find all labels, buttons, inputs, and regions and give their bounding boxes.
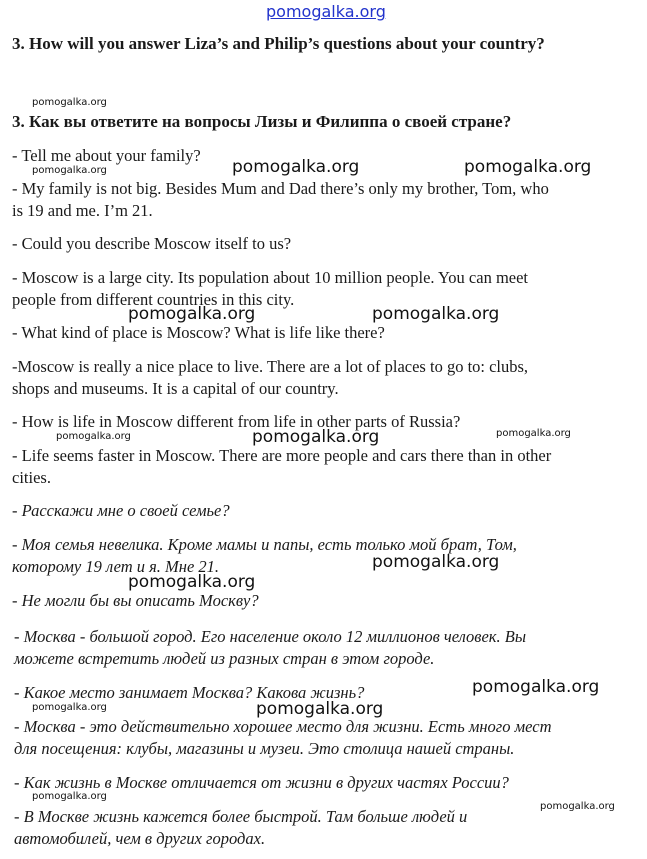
question-describe-moscow: - Could you describe Moscow itself to us? [12,234,292,253]
heading-russian: 3. Как вы ответите на вопросы Лизы и Филиппа о своей стране? [12,112,512,131]
heading-english: 3. How will you answer Liza’s and Philip’s questions about your country? [12,34,545,53]
ru-answer-life-line1: - В Москве жизнь кажется более быстрой. Там больше людей и [14,807,468,826]
ru-answer-family-line2: которому 19 лет и я. Мне 21. [12,557,220,576]
ru-answer-place-line1: - Москва - это действительно хорошее место для жизни. Есть много мест [14,717,552,736]
answer-place-line2: shops and museums. It is a capital of our country. [12,379,339,398]
ru-answer-moscow-line1: - Москва - большой город. Его население около 12 миллионов человек. Вы [14,627,526,646]
watermark: pomogalka.org [128,304,256,324]
answer-place-line1: -Moscow is really a nice place to live. There are a lot of places to go to: clubs, [12,357,529,376]
ru-answer-family-line1: - Моя семья невелика. Кроме мамы и папы, есть только мой брат, Том, [12,535,517,554]
watermark: pomogalka.org [32,97,107,108]
question-life-different: - How is life in Moscow different from life in other parts of Russia? [12,412,461,431]
watermark: pomogalka.org [496,428,571,439]
watermark: pomogalka.org [32,791,107,802]
watermark: pomogalka.org [32,702,107,713]
answer-life-line1: - Life seems faster in Moscow. There are more people and cars there than in other [12,446,552,465]
watermark: pomogalka.org [32,165,107,176]
ru-answer-place-line2: для посещения: клубы, магазины и музеи. Это столица нашей страны. [14,739,515,758]
ru-question-kind-of-place: - Какое место занимает Москва? Какова жизнь? [14,683,365,702]
watermark: pomogalka.org [472,677,600,697]
watermark-top-link[interactable]: pomogalka.org [266,2,386,21]
answer-family-line1: - My family is not big. Besides Mum and Dad there’s only my brother, Tom, who [12,179,549,198]
watermark: pomogalka.org [128,572,256,592]
watermark: pomogalka.org [540,801,615,812]
question-kind-of-place: - What kind of place is Moscow? What is life like there? [12,323,385,342]
answer-life-line2: cities. [12,468,51,487]
watermark: pomogalka.org [256,699,384,719]
ru-question-family: - Расскажи мне о своей семье? [12,501,230,520]
watermark: pomogalka.org [464,157,592,177]
ru-answer-moscow-line2: можете встретить людей из разных стран в этом городе. [14,649,435,668]
answer-moscow-line1: - Moscow is a large city. Its population about 10 million people. You can meet [12,268,529,287]
watermark: pomogalka.org [232,157,360,177]
ru-question-describe-moscow: - Не могли бы вы описать Москву? [12,591,259,610]
answer-family-line2: is 19 and me. I’m 21. [12,201,153,220]
watermark: pomogalka.org [372,304,500,324]
question-family: - Tell me about your family? [12,146,201,165]
watermark: pomogalka.org [372,552,500,572]
watermark: pomogalka.org [56,431,131,442]
answer-moscow-line2: people from different countries in this city. [12,290,295,309]
ru-answer-life-line2: автомобилей, чем в других городах. [14,829,266,848]
watermark: pomogalka.org [252,427,380,447]
ru-question-life-different: - Как жизнь в Москве отличается от жизни в других частях России? [14,773,509,792]
